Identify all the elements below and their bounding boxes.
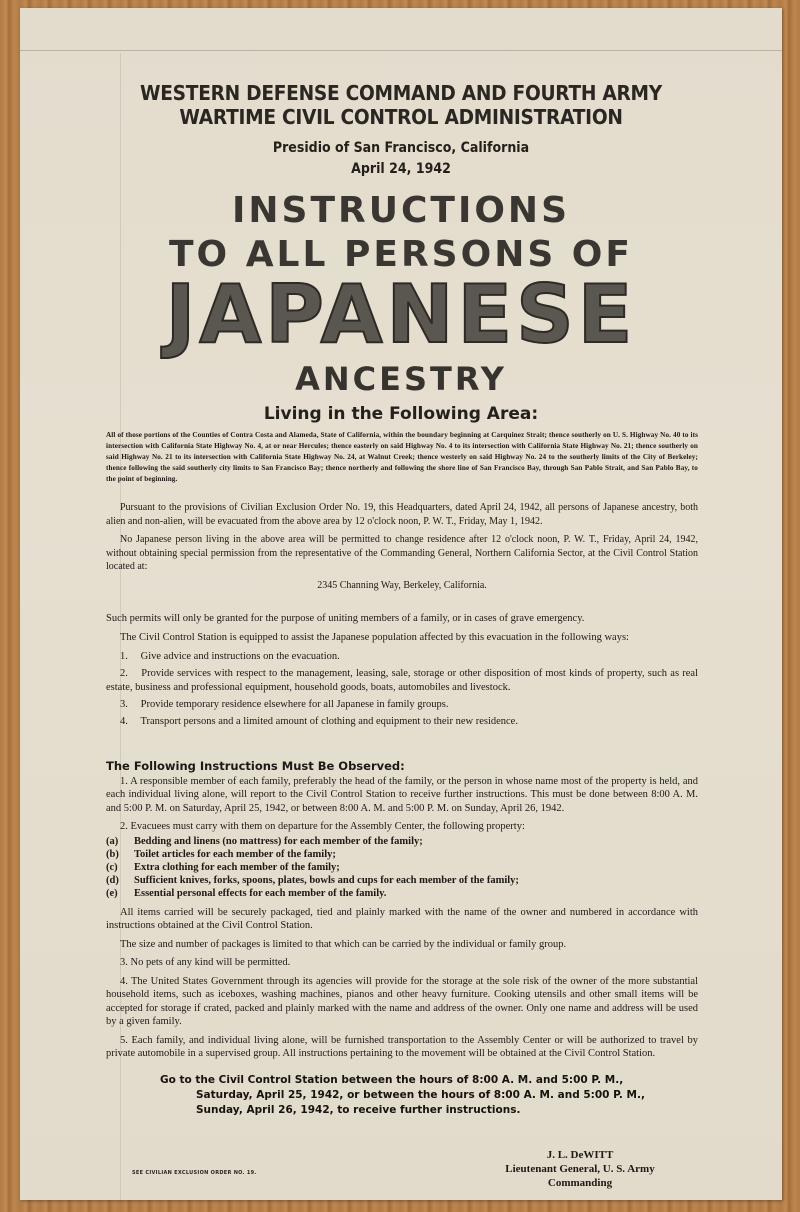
property-item: (c) Extra clothing for each member of the family;: [106, 861, 340, 873]
instruction-5: 5. Each family, and individual living alone, will be furnished transportation to the Assembly Center or will be authorized to travel by private automobile in a supervised group. All instructions pertaining to the movement will be obtained at the Civil Control Station.: [106, 1034, 698, 1059]
header-line-2: WARTIME CIVIL CONTROL ADMINISTRATION: [179, 105, 623, 129]
poster-sheet: [20, 8, 782, 1200]
title-instructions: INSTRUCTIONS: [232, 190, 570, 231]
area-subheading: Living in the Following Area:: [263, 404, 539, 424]
property-item: (a) Bedding and linens (no mattress) for each member of the family;: [106, 835, 423, 847]
header-line-1: WESTERN DEFENSE COMMAND AND FOURTH ARMY: [140, 81, 662, 105]
service-item: 3. Provide temporary residence elsewhere for all Japanese in family groups.: [120, 699, 449, 710]
signer-name: J. L. DeWITT: [546, 1149, 614, 1161]
instruction-3: 3. No pets of any kind will be permitted.: [120, 957, 291, 968]
command-header: [47, 81, 756, 129]
evacuation-order-section: [106, 501, 698, 597]
packaging-paragraph: All items carried will be securely packaged, tied and plainly marked with the name of the owner and numbered in accordance with instructions obtained at the Civil Control Station.: [106, 906, 698, 931]
title-japanese: JAPANESE: [165, 268, 637, 361]
service-item: 1. Give advice and instructions on the evacuation.: [120, 651, 340, 662]
order-footnote: SEE CIVILIAN EXCLUSION ORDER NO. 19.: [132, 1170, 257, 1176]
property-item: (e) Essential personal effects for each member of the family.: [106, 887, 387, 899]
pursuant-paragraph: Pursuant to the provisions of Civilian Exclusion Order No. 19, this Headquarters, dated April 24, 1942, all persons of Japanese ancestry, both alien and non-alien, will be evacuated from the above area by 12 o'clock noon, P. W. T., Friday, May 1, 1942.: [106, 502, 698, 527]
header-location: Presidio of San Francisco, California: [272, 140, 530, 156]
instructions-section: [106, 760, 698, 1066]
property-item: (d) Sufficient knives, forks, spoons, plates, bowls and cups for each member of the family;: [106, 874, 519, 886]
header-date: April 24, 1942: [351, 161, 451, 177]
title-to-all-persons: TO ALL PERSONS OF: [169, 234, 633, 275]
service-item: 2. Provide services with respect to the management, leasing, sale, storage or other disposition of most kinds of property, such as real estate, business and professional equipment, household goods, boats, automobiles and livestock.: [106, 668, 698, 693]
signer-role: Commanding: [547, 1177, 613, 1189]
station-equipped-paragraph: The Civil Control Station is equipped to assist the Japanese population affected by this evacuation in the following ways:: [120, 632, 629, 643]
area-description: All of those portions of the Counties of Contra Costa and Alameda, State of California, within the boundary beginning at Carquinez Strait; thence southerly on U. S. Highway No. 40 to its intersection with California State Highway No. 4, at or near Hercules; thence easterly on said Highway No. 4 to its intersection with California State Highway No. 21; thence southerly on said Highway No. 21 to its intersection with California State Highway No. 24, at Walnut Creek; thence westerly on said Highway No. 24 to the southerly limits of the City of Berkeley; thence following the said southerly city limits to San Francisco Bay; thence northerly and following the shore line of San Francisco Bay, through San Pablo Strait, and San Pablo Bay, to the point of beginning.: [106, 431, 698, 483]
permits-paragraph: Such permits will only be granted for the purpose of uniting members of a family, or in cases of grave emergency.: [106, 613, 585, 624]
property-item: (b) Toilet articles for each member of the family;: [106, 848, 336, 860]
property-list: [106, 835, 698, 900]
service-item: 4. Transport persons and a limited amount of clothing and equipment to their new residence.: [120, 716, 518, 727]
instruction-4: 4. The United States Government through its agencies will provide for the storage at the sole risk of the owner of the more substantial household items, such as iceboxes, washing machines, pianos and other heavy furniture. Cooking utensils and other small items will be accepted for storage if crated, packed and plainly marked with the name and address of the owner. Only one name and address will be used by a given family.: [106, 975, 698, 1027]
signature-block: [480, 1148, 680, 1190]
instructions-heading: The Following Instructions Must Be Observed:: [106, 759, 405, 773]
instruction-1: 1. A responsible member of each family, preferably the head of the family, or the person in whose name most of the property is held, and each individual living alone, will report to the Civil Control Station to receive further instructions. This must be done between 8:00 A. M. and 5:00 P. M. on Saturday, April 25, 1942, or between 8:00 A. M. and 5:00 P. M. on Sunday, April 26, 1942.: [106, 775, 698, 814]
location-date: [58, 138, 744, 180]
services-section: [106, 612, 698, 732]
title-ancestry: ANCESTRY: [295, 360, 507, 398]
residence-change-paragraph: No Japanese person living in the above area will be permitted to change residence after 12 o'clock noon, P. W. T., Friday, April 24, 1942, without obtaining special permission from the representative of the Commanding General, Northern California Sector, at the Civil Control Station located at:: [106, 534, 698, 572]
signer-rank: Lieutenant General, U. S. Army: [505, 1163, 655, 1175]
instruction-2: 2. Evacuees must carry with them on departure for the Assembly Center, the following property:: [120, 821, 525, 832]
report-notice: Go to the Civil Control Station between the hours of 8:00 A. M. and 5:00 P. M., Saturday, April 25, 1942, or between the hours of 8:00 A. M. and 5:00 P. M., Sunday, April 26, 1942, to receive further instructions.: [160, 1074, 645, 1116]
size-limit-paragraph: The size and number of packages is limited to that which can be carried by the individual or family group.: [120, 938, 567, 950]
station-address: 2345 Channing Way, Berkeley, California.: [317, 579, 487, 591]
fold-line: [20, 50, 782, 51]
